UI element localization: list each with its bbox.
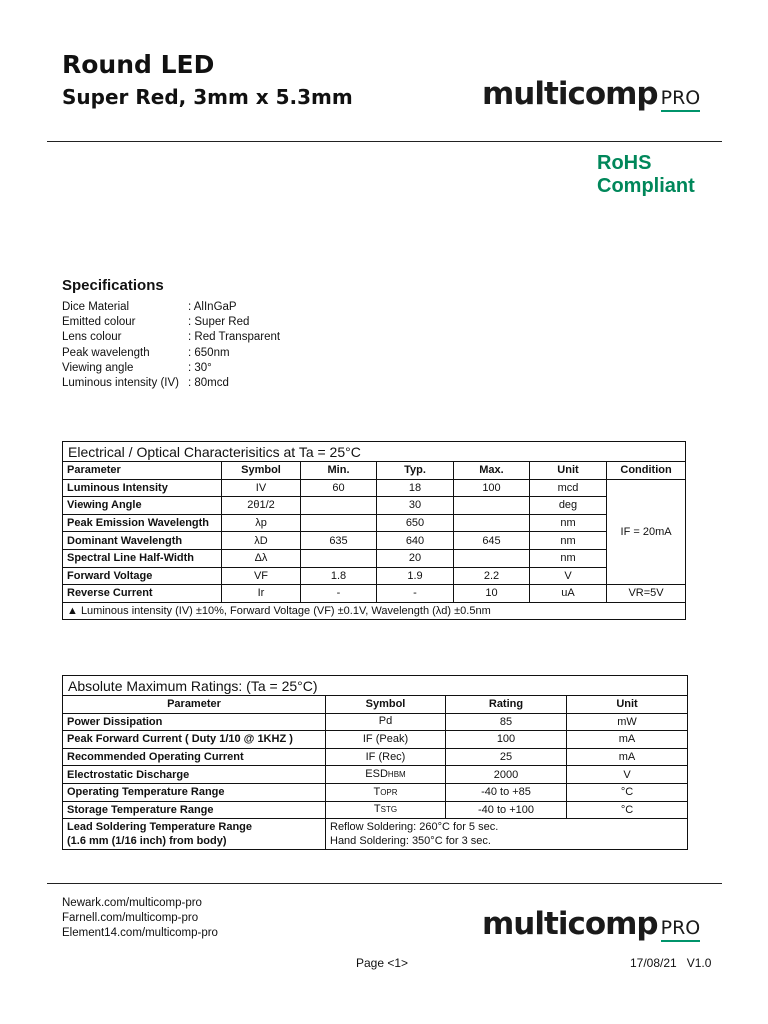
- min-cell: -: [301, 585, 377, 603]
- unit-cell: nm: [530, 549, 607, 567]
- symbol-text: T: [373, 803, 381, 816]
- table-row: [63, 766, 688, 784]
- symbol-cell: VF: [222, 567, 301, 585]
- rating-cell: 2000: [446, 766, 567, 784]
- symbol-subscript: OPR: [380, 787, 398, 797]
- spec-label: Emitted colour: [62, 316, 136, 329]
- document-subtitle: Super Red, 3mm x 5.3mm: [62, 85, 353, 109]
- rating-cell: 100: [446, 731, 567, 749]
- ratings-table-caption: Absolute Maximum Ratings: (Ta = 25°C): [63, 676, 688, 696]
- param-cell: Storage Temperature Range: [63, 801, 326, 819]
- column-header: Symbol: [326, 696, 446, 714]
- footer-divider: [47, 883, 722, 884]
- min-cell: 60: [301, 479, 377, 497]
- param-cell: Viewing Angle: [63, 497, 222, 515]
- param-cell: Spectral Line Half-Width: [63, 549, 222, 567]
- symbol-cell: [326, 766, 446, 784]
- column-header: Parameter: [63, 696, 326, 714]
- unit-cell: °C: [567, 783, 688, 801]
- rating-cell: 85: [446, 713, 567, 731]
- electrical-table-caption: Electrical / Optical Characterisitics at Ta = 25°C: [63, 442, 686, 462]
- condition-cell: VR=5V: [607, 585, 686, 603]
- unit-cell: °C: [567, 801, 688, 819]
- spec-row: [62, 361, 280, 376]
- table-row: [63, 731, 688, 749]
- logo-wordmark: multicomp: [482, 906, 658, 942]
- min-cell: 635: [301, 532, 377, 550]
- header-divider: [47, 141, 722, 142]
- rating-cell: -40 to +85: [446, 783, 567, 801]
- symbol-cell: [326, 783, 446, 801]
- spec-label: Dice Material: [62, 301, 130, 313]
- table-row: [63, 514, 686, 532]
- table-row: [63, 819, 688, 850]
- max-cell: [454, 514, 530, 532]
- table-row: [63, 497, 686, 515]
- logo-suffix: [661, 87, 701, 112]
- param-cell: Forward Voltage: [63, 567, 222, 585]
- symbol-text: IF (Peak): [362, 732, 409, 745]
- column-header: Min.: [301, 462, 377, 480]
- unit-cell: nm: [530, 532, 607, 550]
- spec-value: : Red Transparent: [188, 331, 281, 344]
- brand-logo: [482, 76, 700, 112]
- spec-label: Lens colour: [62, 331, 122, 344]
- symbol-cell: λp: [222, 514, 301, 532]
- typ-cell: 640: [377, 532, 454, 550]
- spec-value: : 650nm: [188, 346, 230, 359]
- symbol-cell: λD: [222, 532, 301, 550]
- logo-wordmark: multicomp: [482, 76, 658, 112]
- spec-row: [62, 300, 280, 315]
- unit-cell: deg: [530, 497, 607, 515]
- table-row: [63, 801, 688, 819]
- typ-cell: -: [377, 585, 454, 603]
- column-header: Rating: [446, 696, 567, 714]
- symbol-text: T: [373, 785, 381, 798]
- param-cell: Peak Forward Current ( Duty 1/10 @ 1KHZ ): [63, 731, 326, 749]
- footer-link-newark[interactable]: Newark.com/multicomp-pro: [62, 897, 202, 909]
- symbol-text: ESD: [365, 768, 388, 781]
- spec-label: Peak wavelength: [62, 346, 150, 359]
- unit-cell: V: [530, 567, 607, 585]
- spec-row: [62, 346, 280, 361]
- column-header: Max.: [454, 462, 530, 480]
- specifications-list: [62, 300, 280, 391]
- symbol-cell: IV: [222, 479, 301, 497]
- param-cell: Luminous Intensity: [63, 479, 222, 497]
- max-cell: 2.2: [454, 567, 530, 585]
- table-footnote: ▲ Luminous intensity (IV) ±10%, Forward Voltage (VF) ±0.1V, Wavelength (λd) ±0.5nm: [63, 602, 686, 620]
- column-header: Unit: [530, 462, 607, 480]
- logo-underline: [661, 110, 701, 112]
- footer-links: [62, 896, 218, 941]
- spec-value: : AlInGaP: [188, 301, 237, 313]
- symbol-cell: [326, 713, 446, 731]
- logo-suffix-text: PRO: [660, 87, 701, 109]
- min-cell: [301, 514, 377, 532]
- max-cell: [454, 497, 530, 515]
- table-row: [63, 585, 686, 603]
- unit-cell: uA: [530, 585, 607, 603]
- symbol-cell: Δλ: [222, 549, 301, 567]
- logo-suffix: [661, 917, 701, 942]
- rohs-badge: [597, 152, 695, 198]
- typ-cell: 30: [377, 497, 454, 515]
- param-cell: Peak Emission Wavelength: [63, 514, 222, 532]
- document-version: V1.0: [686, 956, 712, 970]
- condition-cell: IF = 20mA: [607, 479, 686, 585]
- min-cell: [301, 549, 377, 567]
- param-cell: Dominant Wavelength: [63, 532, 222, 550]
- typ-cell: 18: [377, 479, 454, 497]
- param-cell: Recommended Operating Current: [63, 748, 326, 766]
- min-cell: 1.8: [301, 567, 377, 585]
- soldering-line: Hand Soldering: 350°C for 3 sec.: [330, 835, 491, 848]
- unit-cell: mcd: [530, 479, 607, 497]
- document-date-version: [630, 956, 711, 970]
- unit-cell: V: [567, 766, 688, 784]
- column-header: Typ.: [377, 462, 454, 480]
- logo-suffix-text: PRO: [660, 917, 701, 939]
- spec-value: : Super Red: [188, 316, 250, 329]
- logo-underline: [661, 940, 701, 942]
- unit-cell: nm: [530, 514, 607, 532]
- rohs-line1: RoHS: [597, 152, 652, 174]
- param-line: Lead Soldering Temperature Range: [67, 821, 253, 834]
- spec-value: : 80mcd: [188, 377, 229, 390]
- table-row: [63, 532, 686, 550]
- column-header: Parameter: [63, 462, 222, 480]
- footer-link-farnell[interactable]: Farnell.com/multicomp-pro: [62, 912, 199, 924]
- min-cell: [301, 497, 377, 515]
- rating-cell: -40 to +100: [446, 801, 567, 819]
- symbol-cell: 2θ1/2: [222, 497, 301, 515]
- column-header: Condition: [607, 462, 686, 480]
- rohs-line2: Compliant: [597, 175, 695, 197]
- spec-label: Luminous intensity (IV): [62, 377, 179, 390]
- table-row: [63, 479, 686, 497]
- symbol-cell: [326, 748, 446, 766]
- table-row: [63, 549, 686, 567]
- max-cell: 100: [454, 479, 530, 497]
- max-cell: [454, 549, 530, 567]
- symbol-cell: [326, 801, 446, 819]
- param-cell: Electrostatic Discharge: [63, 766, 326, 784]
- typ-cell: 650: [377, 514, 454, 532]
- document-title: Round LED: [62, 50, 215, 79]
- max-cell: 645: [454, 532, 530, 550]
- param-cell: Reverse Current: [63, 585, 222, 603]
- unit-cell: mA: [567, 731, 688, 749]
- table-row: [63, 713, 688, 731]
- unit-cell: mW: [567, 713, 688, 731]
- spec-row: [62, 376, 280, 391]
- page-number: Page <1>: [356, 956, 409, 970]
- spec-row: [62, 315, 280, 330]
- rating-cell: 25: [446, 748, 567, 766]
- soldering-value-cell: [326, 819, 688, 850]
- symbol-cell: [326, 731, 446, 749]
- column-header: Symbol: [222, 462, 301, 480]
- symbol-subscript: HBM: [387, 770, 406, 780]
- symbol-text: Pd: [378, 715, 393, 728]
- footer-link-element14[interactable]: Element14.com/multicomp-pro: [62, 927, 218, 939]
- param-cell: Power Dissipation: [63, 713, 326, 731]
- symbol-subscript: STG: [380, 805, 398, 815]
- symbol-text: IF (Rec): [365, 750, 406, 763]
- table-row: [63, 748, 688, 766]
- column-header: Unit: [567, 696, 688, 714]
- soldering-line: Reflow Soldering: 260°C for 5 sec.: [330, 821, 499, 834]
- param-cell: Operating Temperature Range: [63, 783, 326, 801]
- spec-row: [62, 330, 280, 345]
- electrical-characteristics-table: [62, 441, 686, 620]
- param-cell: [63, 819, 326, 850]
- spec-value: : 30°: [188, 361, 212, 374]
- document-date: 17/08/21: [630, 956, 677, 970]
- table-row: [63, 567, 686, 585]
- typ-cell: 20: [377, 549, 454, 567]
- table-row: [63, 783, 688, 801]
- max-cell: 10: [454, 585, 530, 603]
- footer-brand-logo: [482, 906, 700, 942]
- symbol-cell: Ir: [222, 585, 301, 603]
- specifications-heading: Specifications: [62, 277, 164, 294]
- param-line: (1.6 mm (1/16 inch) from body): [67, 835, 227, 848]
- spec-label: Viewing angle: [62, 361, 134, 374]
- unit-cell: mA: [567, 748, 688, 766]
- typ-cell: 1.9: [377, 567, 454, 585]
- absolute-maximum-ratings-table: [62, 675, 688, 850]
